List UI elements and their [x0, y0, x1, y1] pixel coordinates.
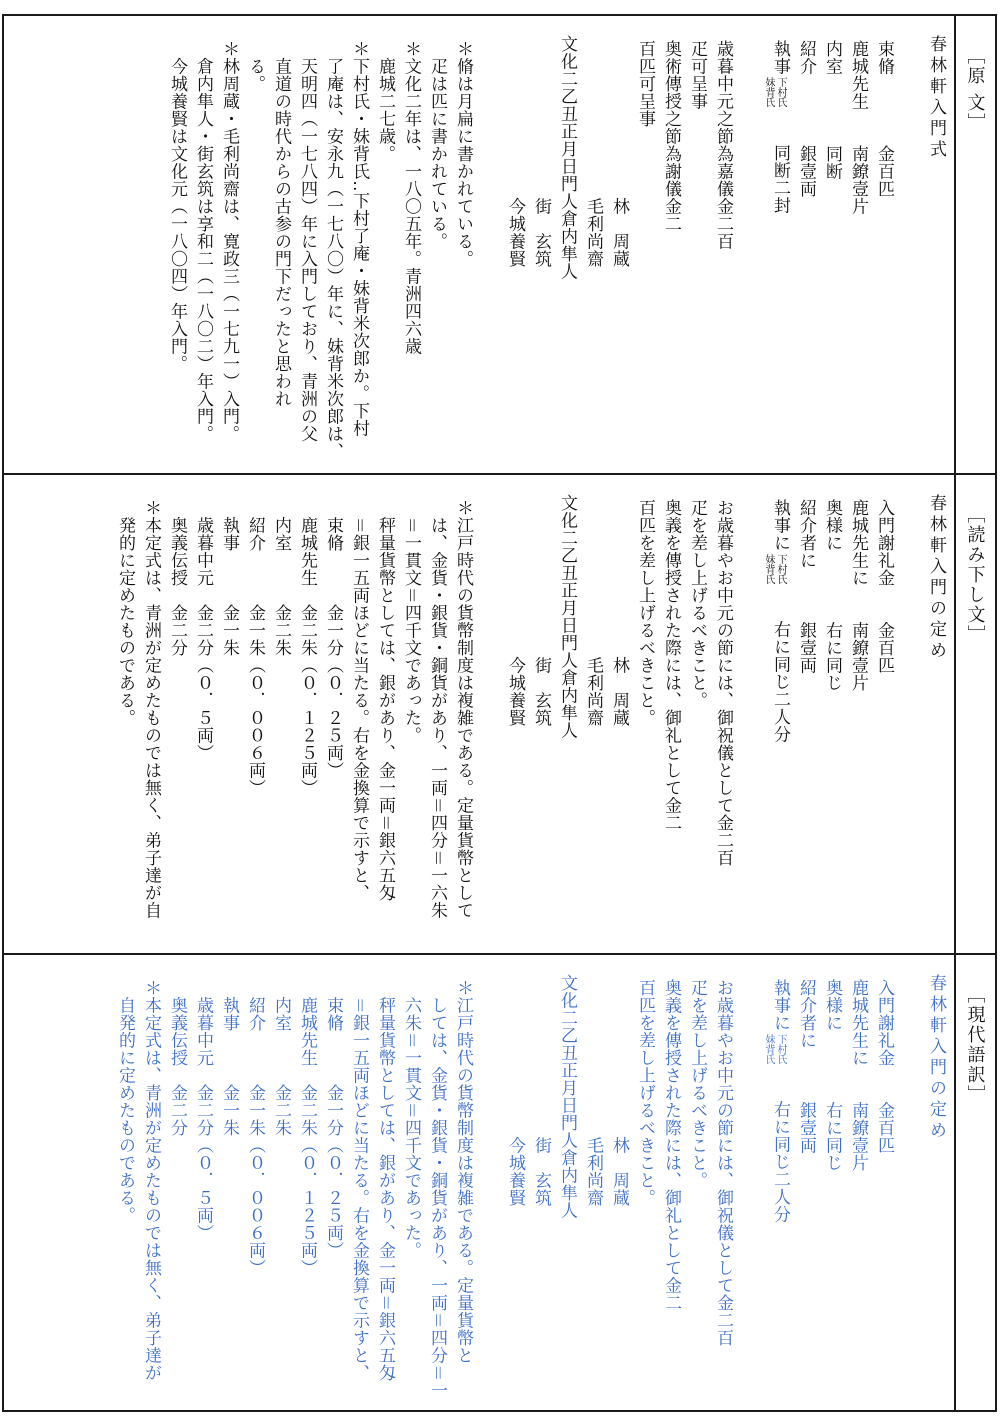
text-column: 鹿城先生に 南鐐壹片 [849, 494, 868, 692]
section-header-label: ［原 文］ [965, 46, 986, 134]
text-column: 了庵は、安永九（一七八〇）年に、妹背米次郎は、 [324, 35, 343, 461]
text-column [762, 35, 793, 469]
text-column: 百匹を差し上げるべきこと。 [636, 494, 655, 727]
text-column: 倉内隼人・街玄筑は享和二（一八〇二）年入門。 [194, 35, 213, 443]
text-column: 文化二乙丑正月日門人倉内隼人 [558, 494, 577, 739]
text-column: 林 周蔵 [610, 974, 629, 1207]
text-column: 紹介 金一朱（０．００６両） [246, 974, 265, 1277]
text-column: 内室 同断 [823, 35, 842, 181]
text-column: 文化二乙丑正月日門人倉内隼人 [558, 974, 577, 1219]
text-column: ＊江戸時代の貨幣制度は複雑である。定量貨幣と [454, 974, 473, 1365]
text-column: ＊文化二年は、一八〇五年。青洲四六歳 [402, 35, 421, 356]
text-column: 束脩 金百匹 [875, 35, 894, 198]
reading-text-body [4, 475, 954, 953]
text-column: 奥義を傳授された際には、御礼として金二 [662, 974, 681, 1312]
text-column: 林 周蔵 [610, 494, 629, 727]
inline-note-column: 下村氏 [775, 1033, 786, 1064]
section-header-label: ［現代語訳］ [965, 985, 986, 1105]
text-column: 内室 金二朱 [272, 494, 291, 657]
inline-double-column-note [762, 77, 786, 107]
text-column: 鹿城先生に 南鐐壹片 [849, 974, 868, 1172]
text-column: 直道の時代からの古参の門下だったと思われ [272, 35, 291, 408]
text-column [476, 494, 502, 949]
inline-note-column: 下村氏 [775, 77, 786, 108]
text-column: ＊江戸時代の貨幣制度は複雑である。定量貨幣として [454, 494, 473, 920]
text-column: 奥義を傳授された際には、御礼として金二 [662, 494, 681, 832]
text-column: ＝一貫文＝四千文であった。 [402, 494, 421, 745]
text-run: 執事に [771, 494, 790, 552]
text-column: 奥義伝授 金二分 [168, 494, 187, 657]
section-modern-translation [4, 955, 995, 1410]
text-column [736, 35, 762, 469]
text-column: 疋は匹に書かれている。 [428, 35, 447, 251]
text-column [762, 974, 793, 1406]
text-column: 奥様に 右に同じ [823, 494, 842, 692]
section-title: 春林軒入門式 [927, 35, 946, 161]
text-column: 鹿城先生 南鐐壹片 [849, 35, 868, 216]
text-column: 入門謝礼金 金百匹 [875, 974, 894, 1155]
text-column: 歳暮中元之節為嘉儀金二百 [714, 35, 733, 251]
text-column [736, 494, 762, 949]
text-column: る。 [246, 35, 265, 93]
text-column: 今城養賢は文化元（一八〇四）年入門。 [168, 35, 187, 373]
text-column: 執事 金一朱 [220, 974, 239, 1137]
text-column: ＝銀一五両ほどに当たる。右を金換算で示すと、 [350, 974, 369, 1382]
text-column: しては、金貨・銀貨・銅貨があり、一両＝四分＝一 [428, 974, 447, 1400]
text-run: 右に同じ二人分 [771, 1065, 790, 1224]
text-run: 執事 [771, 35, 790, 76]
text-column: 奥術傳授之節為謝儀金二 [662, 35, 681, 233]
text-column: 六朱＝一貫文＝四千文であった。 [402, 974, 421, 1260]
text-column: 発的に定めたものである。 [116, 494, 135, 727]
text-column: 鹿城二七歳。 [376, 35, 395, 163]
text-column: ＊脩は月扁に書かれている。 [454, 35, 473, 268]
text-column: 鹿城先生 金二朱（０．１２５両） [298, 974, 317, 1277]
text-column [476, 974, 502, 1406]
text-column: 疋可呈事 [688, 35, 707, 111]
text-column: 疋を差し上げるべきこと。 [688, 974, 707, 1190]
section-title: 春林軒入門の定め [927, 494, 946, 662]
inline-note-column: 下村氏 [775, 553, 786, 584]
text-column: 歳暮中元 金二分（０．５両） [194, 494, 213, 762]
section-original-text [4, 16, 995, 475]
text-column: 内室 金二朱 [272, 974, 291, 1137]
text-column [762, 494, 793, 949]
text-column: 天明四（一七八四）年に入門しており、青洲の父 [298, 35, 317, 443]
section-header-reading [954, 475, 995, 953]
text-column: ＊下村氏・妹背氏‥下村了庵・妹背米次郎か。下村 [350, 35, 369, 438]
text-column: 奥様に 右に同じ [823, 974, 842, 1172]
section-reading-text [4, 475, 995, 955]
text-column: 毛利尚齋 [584, 974, 603, 1207]
text-column [897, 35, 923, 469]
text-column: 毛利尚齋 [584, 494, 603, 727]
text-column: 今城養賢 [506, 494, 525, 727]
section-header-label: ［読み下し文］ [965, 505, 986, 645]
text-column: 入門謝礼金 金百匹 [875, 494, 894, 675]
section-header-translation [954, 955, 995, 1410]
text-column: 鹿城先生 金二朱（０．１２５両） [298, 494, 317, 797]
text-column: 紹介 銀壹両 [797, 35, 816, 198]
text-column: ＝銀一五両ほどに当たる。右を金換算で示すと、 [350, 494, 369, 902]
text-column: 奥義伝授 金二分 [168, 974, 187, 1137]
text-column: 自発的に定めたものである。 [116, 974, 135, 1225]
text-column: 街 玄筑 [532, 35, 551, 268]
text-column: 百匹可呈事 [636, 35, 655, 128]
text-column: 秤量貨幣としては、銀があり、金一両＝銀六五匁 [376, 974, 395, 1382]
inline-double-column-note [762, 554, 786, 584]
inline-double-column-note [762, 1034, 786, 1064]
text-column: 毛利尚齋 [584, 35, 603, 268]
text-column: 束脩 金一分（０．２５両） [324, 974, 343, 1260]
text-column [736, 974, 762, 1406]
inline-note-column: 妹背氏 [763, 1033, 774, 1064]
text-column [897, 974, 923, 1406]
text-column: 百匹を差し上げるべきこと。 [636, 974, 655, 1207]
text-column: ＊本定式は、青洲が定めたものでは無く、弟子達が自 [142, 494, 161, 920]
text-column: 執事 金一朱 [220, 494, 239, 657]
text-column: ＊林周蔵・毛利尚齋は、寛政三（一七九一）入門。 [220, 35, 239, 443]
section-title: 春林軒入門の定め [927, 974, 946, 1142]
text-column: は、金貨・銀貨・銅貨があり、一両＝四分＝一六朱 [428, 494, 447, 920]
modern-translation-body [4, 955, 954, 1410]
text-column: 紹介者に 銀壹両 [797, 974, 816, 1155]
text-column [476, 35, 502, 469]
text-run: 同断二封 [771, 109, 790, 215]
text-column: 今城養賢 [506, 35, 525, 268]
text-column: 疋を差し上げるべきこと。 [688, 494, 707, 710]
inline-note-column: 妹背氏 [763, 77, 774, 108]
text-run: 執事に [771, 974, 790, 1032]
text-column: 束脩 金一分（０．２５両） [324, 494, 343, 780]
text-column: 街 玄筑 [532, 494, 551, 727]
text-column: 紹介 金一朱（０．００６両） [246, 494, 265, 797]
text-column: 街 玄筑 [532, 974, 551, 1207]
text-column: 歳暮中元 金二分（０．５両） [194, 974, 213, 1242]
section-header-original [954, 16, 995, 473]
text-column: お歳暮やお中元の節には、御祝儀として金二百 [714, 494, 733, 867]
inline-note-column: 妹背氏 [763, 553, 774, 584]
text-column [897, 494, 923, 949]
text-column: ＊本定式は、青洲が定めたものでは無く、弟子達が [142, 974, 161, 1382]
text-column: 林 周蔵 [610, 35, 629, 268]
text-run: 右に同じ二人分 [771, 585, 790, 744]
text-column: お歳暮やお中元の節には、御祝儀として金二百 [714, 974, 733, 1347]
text-column: 紹介者に 銀壹両 [797, 494, 816, 675]
text-column: 秤量貨幣としては、銀があり、金一両＝銀六五匁 [376, 494, 395, 902]
text-column: 今城養賢 [506, 974, 525, 1207]
original-text-body [4, 16, 954, 473]
text-column: 文化二乙丑正月日門人倉内隼人 [558, 35, 577, 280]
document-page [2, 14, 997, 1412]
